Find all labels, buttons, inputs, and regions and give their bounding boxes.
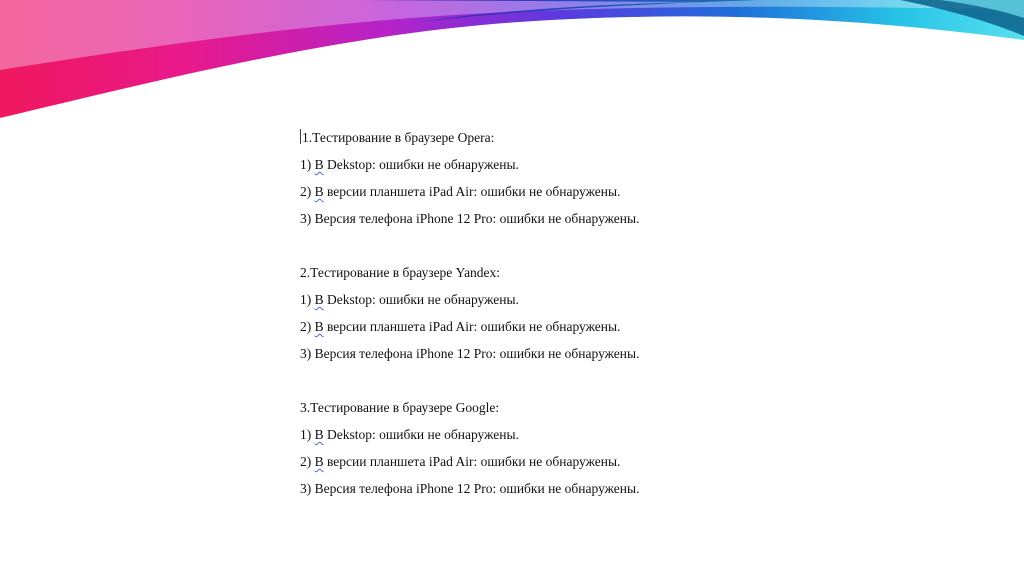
item-text: версии планшета iPad Air: ошибки не обнаружены. xyxy=(323,184,621,199)
section-opera xyxy=(300,128,900,236)
section-heading: 2.Тестирование в браузере Yandex: xyxy=(300,265,501,280)
item-number: 1) xyxy=(300,427,315,442)
item-text: версии планшета iPad Air: ошибки не обнаружены. xyxy=(323,319,621,334)
spellcheck-word: В xyxy=(314,454,324,469)
spellcheck-word: В xyxy=(314,427,324,442)
item-number: 3) xyxy=(300,346,315,361)
decorative-banner xyxy=(0,0,1024,130)
spellcheck-word: В xyxy=(314,184,324,199)
list-item xyxy=(300,425,900,452)
item-number: 2) xyxy=(300,319,315,334)
item-number: 3) xyxy=(300,481,315,496)
list-item xyxy=(300,290,900,317)
section-heading: 3.Тестирование в браузере Google: xyxy=(300,400,500,415)
item-number: 1) xyxy=(300,157,315,172)
list-item xyxy=(300,155,900,182)
item-number: 3) xyxy=(300,211,315,226)
spellcheck-word: В xyxy=(314,319,324,334)
item-text: версии планшета iPad Air: ошибки не обнаружены. xyxy=(323,454,621,469)
list-item xyxy=(300,209,900,236)
section-heading xyxy=(300,128,900,155)
section-yandex xyxy=(300,263,900,371)
item-text: Dekstop: ошибки не обнаружены. xyxy=(323,157,519,172)
section-google xyxy=(300,398,900,506)
list-item xyxy=(300,182,900,209)
test-results-text xyxy=(300,128,900,533)
spellcheck-word: В xyxy=(314,292,324,307)
list-item xyxy=(300,452,900,479)
item-number: 2) xyxy=(300,184,315,199)
item-text: Версия телефона iPhone 12 Pro: ошибки не обнаружены. xyxy=(314,346,640,361)
item-text: Версия телефона iPhone 12 Pro: ошибки не обнаружены. xyxy=(314,481,640,496)
spellcheck-word: В xyxy=(314,157,324,172)
item-text: Dekstop: ошибки не обнаружены. xyxy=(323,292,519,307)
list-item xyxy=(300,479,900,506)
item-number: 2) xyxy=(300,454,315,469)
item-number: 1) xyxy=(300,292,315,307)
heading-text: 1.Тестирование в браузере Opera: xyxy=(302,130,495,145)
item-text: Dekstop: ошибки не обнаружены. xyxy=(323,427,519,442)
list-item xyxy=(300,344,900,371)
list-item xyxy=(300,317,900,344)
item-text: Версия телефона iPhone 12 Pro: ошибки не обнаружены. xyxy=(314,211,640,226)
text-cursor xyxy=(300,129,301,144)
